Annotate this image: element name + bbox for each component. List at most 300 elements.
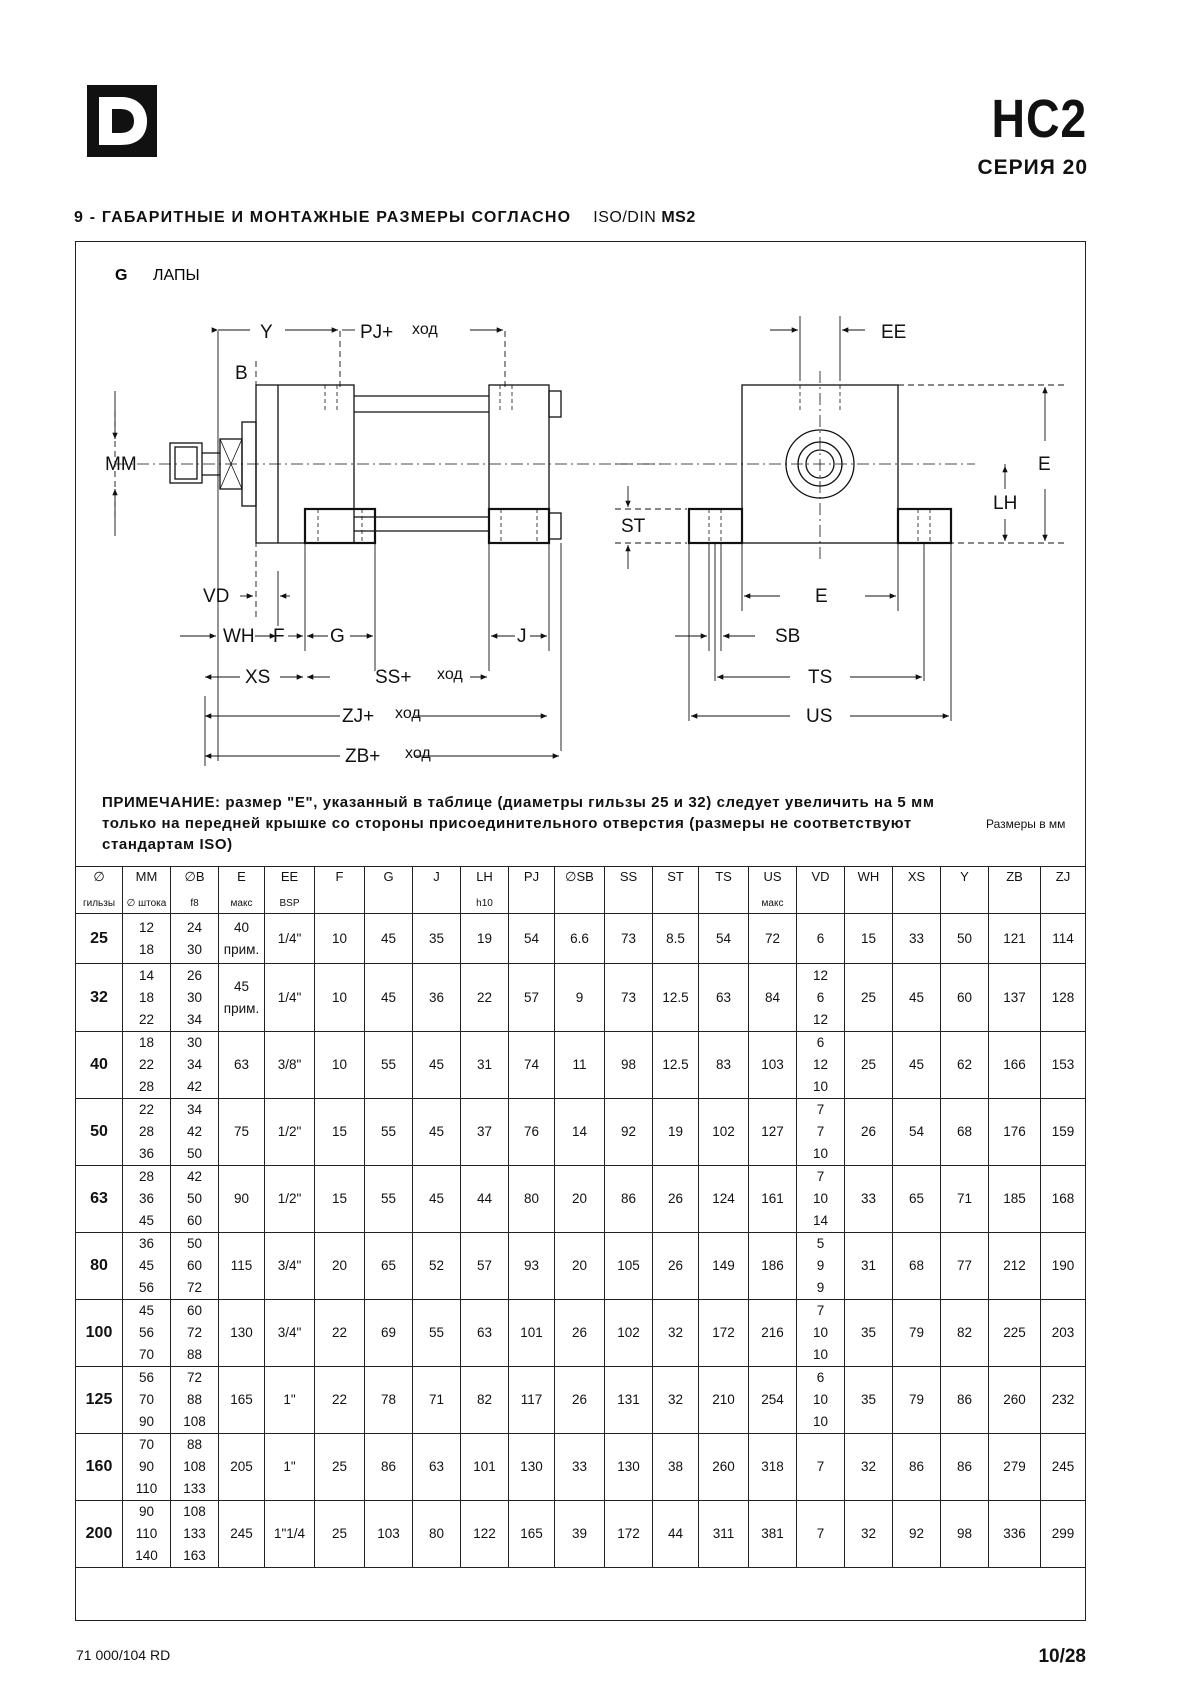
- dim-label-ss: SS+: [375, 667, 412, 688]
- table-cell: 105: [605, 1233, 653, 1300]
- table-cell: 26 30 34: [171, 964, 219, 1032]
- table-cell: 55: [365, 1166, 413, 1233]
- column-header: US: [749, 867, 797, 895]
- table-cell: 176: [989, 1099, 1041, 1166]
- column-subheader: [555, 894, 605, 914]
- table-cell: 7: [797, 1501, 845, 1568]
- table-cell: 11: [555, 1032, 605, 1099]
- company-logo: [87, 85, 157, 157]
- table-cell: 15: [315, 1099, 365, 1166]
- table-cell: 6.6: [555, 914, 605, 964]
- table-cell: 212: [989, 1233, 1041, 1300]
- column-subheader: [893, 894, 941, 914]
- table-cell: 45 прим.: [219, 964, 265, 1032]
- standard-code: MS2: [661, 209, 696, 226]
- table-cell: 103: [749, 1032, 797, 1099]
- table-cell: 90: [219, 1166, 265, 1233]
- table-cell: 7 10 14: [797, 1166, 845, 1233]
- table-cell: 14 18 22: [123, 964, 171, 1032]
- table-cell: 79: [893, 1300, 941, 1367]
- column-header: ∅: [76, 867, 123, 895]
- column-subheader: [315, 894, 365, 914]
- column-subheader: гильзы: [76, 894, 123, 914]
- table-cell: 130: [509, 1434, 555, 1501]
- table-cell: 299: [1041, 1501, 1086, 1568]
- table-cell: 102: [605, 1300, 653, 1367]
- table-cell: 75: [219, 1099, 265, 1166]
- table-cell: 279: [989, 1434, 1041, 1501]
- document-code: 71 000/104 RD: [76, 1647, 171, 1663]
- column-header: PJ: [509, 867, 555, 895]
- dim-label-e-bottom: E: [815, 586, 828, 607]
- table-cell: 117: [509, 1367, 555, 1434]
- table-cell: 190: [1041, 1233, 1086, 1300]
- dimension-drawing: [75, 241, 1086, 861]
- table-cell: 79: [893, 1367, 941, 1434]
- table-cell: 159: [1041, 1099, 1086, 1166]
- dim-label-lh: LH: [993, 493, 1018, 514]
- side-view: [115, 385, 665, 543]
- table-cell: 82: [941, 1300, 989, 1367]
- table-cell: 33: [555, 1434, 605, 1501]
- table-cell: 6 10 10: [797, 1367, 845, 1434]
- column-subheader: [365, 894, 413, 914]
- column-subheader: [989, 894, 1041, 914]
- table-cell: 103: [365, 1501, 413, 1568]
- table-cell: 32: [653, 1367, 699, 1434]
- table-cell: 86: [941, 1367, 989, 1434]
- table-cell: 12 6 12: [797, 964, 845, 1032]
- stroke-label: ход: [412, 321, 438, 338]
- table-cell: 54: [893, 1099, 941, 1166]
- table-cell: 22: [461, 964, 509, 1032]
- dim-label-sb: SB: [775, 626, 801, 647]
- table-cell: 19: [653, 1099, 699, 1166]
- column-header: EE: [265, 867, 315, 895]
- table-cell: 161: [749, 1166, 797, 1233]
- table-cell: 86: [605, 1166, 653, 1233]
- table-cell: 185: [989, 1166, 1041, 1233]
- table-cell: 172: [605, 1501, 653, 1568]
- table-cell: 36: [413, 964, 461, 1032]
- table-cell: 210: [699, 1367, 749, 1434]
- table-cell: 45: [413, 1032, 461, 1099]
- table-cell: 28 36 45: [123, 1166, 171, 1233]
- table-cell: 108 133 163: [171, 1501, 219, 1568]
- table-cell: 245: [1041, 1434, 1086, 1501]
- column-header: Y: [941, 867, 989, 895]
- dim-label-f: F: [273, 626, 285, 647]
- column-header: WH: [845, 867, 893, 895]
- stroke-label-zb: ход: [405, 745, 431, 762]
- table-cell: 22 28 36: [123, 1099, 171, 1166]
- table-cell: 69: [365, 1300, 413, 1367]
- standard-prefix: ISO/DIN: [593, 209, 657, 226]
- table-row: [76, 964, 1086, 1032]
- table-cell: 35: [845, 1367, 893, 1434]
- table-cell: 318: [749, 1434, 797, 1501]
- table-cell: 102: [699, 1099, 749, 1166]
- table-cell: 63: [699, 964, 749, 1032]
- bore-cell: 125: [76, 1367, 123, 1434]
- dim-label-st: ST: [621, 516, 646, 537]
- table-cell: 98: [941, 1501, 989, 1568]
- column-subheader: макс: [749, 894, 797, 914]
- column-header: VD: [797, 867, 845, 895]
- column-header: ∅SB: [555, 867, 605, 895]
- column-subheader: макс: [219, 894, 265, 914]
- table-cell: 63: [461, 1300, 509, 1367]
- table-cell: 86: [941, 1434, 989, 1501]
- table-cell: 55: [365, 1099, 413, 1166]
- bore-cell: 40: [76, 1032, 123, 1099]
- dim-label-ee: EE: [881, 322, 907, 343]
- table-cell: 232: [1041, 1367, 1086, 1434]
- series-label: СЕРИЯ 20: [977, 156, 1088, 179]
- mount-name: ЛАПЫ: [153, 267, 200, 284]
- table-cell: 45: [893, 1032, 941, 1099]
- table-cell: 72: [749, 914, 797, 964]
- table-cell: 127: [749, 1099, 797, 1166]
- table-cell: 33: [893, 914, 941, 964]
- table-cell: 31: [845, 1233, 893, 1300]
- table-cell: 20: [315, 1233, 365, 1300]
- table-cell: 38: [653, 1434, 699, 1501]
- mount-code: G: [115, 267, 128, 284]
- table-cell: 63: [219, 1032, 265, 1099]
- table-cell: 205: [219, 1434, 265, 1501]
- dim-label-zj: ZJ+: [342, 706, 375, 727]
- section-title-text: 9 - ГАБАРИТНЫЕ И МОНТАЖНЫЕ РАЗМЕРЫ СОГЛАСНО: [74, 209, 572, 226]
- table-cell: 9: [555, 964, 605, 1032]
- table-subheader-row: [76, 894, 1086, 914]
- table-cell: 30 34 42: [171, 1032, 219, 1099]
- dim-label-b: B: [235, 363, 248, 384]
- table-cell: 63: [413, 1434, 461, 1501]
- bore-cell: 100: [76, 1300, 123, 1367]
- table-cell: 68: [893, 1233, 941, 1300]
- table-cell: 86: [365, 1434, 413, 1501]
- table-cell: 92: [893, 1501, 941, 1568]
- column-subheader: f8: [171, 894, 219, 914]
- table-cell: 260: [699, 1434, 749, 1501]
- table-cell: 12.5: [653, 1032, 699, 1099]
- table-cell: 52: [413, 1233, 461, 1300]
- table-cell: 78: [365, 1367, 413, 1434]
- table-cell: 245: [219, 1501, 265, 1568]
- dimensions-table: [75, 866, 1086, 1568]
- bore-cell: 50: [76, 1099, 123, 1166]
- table-row: [76, 1233, 1086, 1300]
- stroke-label-zj: ход: [395, 705, 421, 722]
- table-cell: 50 60 72: [171, 1233, 219, 1300]
- table-cell: 73: [605, 964, 653, 1032]
- table-cell: 128: [1041, 964, 1086, 1032]
- dim-label-us: US: [806, 706, 833, 727]
- table-cell: 35: [845, 1300, 893, 1367]
- table-cell: 82: [461, 1367, 509, 1434]
- table-cell: 15: [845, 914, 893, 964]
- table-cell: 1/4": [265, 914, 315, 964]
- table-cell: 168: [1041, 1166, 1086, 1233]
- column-subheader: h10: [461, 894, 509, 914]
- table-cell: 12.5: [653, 964, 699, 1032]
- column-subheader: [509, 894, 555, 914]
- column-header: G: [365, 867, 413, 895]
- page-number: 10/28: [1038, 1646, 1086, 1667]
- table-cell: 45: [365, 914, 413, 964]
- table-cell: 336: [989, 1501, 1041, 1568]
- table-cell: 7 7 10: [797, 1099, 845, 1166]
- table-cell: 6 12 10: [797, 1032, 845, 1099]
- column-header: E: [219, 867, 265, 895]
- column-subheader: [605, 894, 653, 914]
- table-row: [76, 1099, 1086, 1166]
- column-header: ZJ: [1041, 867, 1086, 895]
- table-cell: 42 50 60: [171, 1166, 219, 1233]
- table-cell: 1/2": [265, 1166, 315, 1233]
- table-cell: 37: [461, 1099, 509, 1166]
- bore-cell: 160: [76, 1434, 123, 1501]
- column-subheader: [699, 894, 749, 914]
- table-cell: 45: [413, 1099, 461, 1166]
- table-cell: 7: [797, 1434, 845, 1501]
- table-cell: 60 72 88: [171, 1300, 219, 1367]
- column-subheader: [413, 894, 461, 914]
- table-cell: 26: [555, 1300, 605, 1367]
- table-cell: 34 42 50: [171, 1099, 219, 1166]
- table-cell: 153: [1041, 1032, 1086, 1099]
- table-cell: 137: [989, 964, 1041, 1032]
- table-cell: 39: [555, 1501, 605, 1568]
- table-cell: 3/8": [265, 1032, 315, 1099]
- column-header: F: [315, 867, 365, 895]
- table-cell: 80: [509, 1166, 555, 1233]
- table-row: [76, 1300, 1086, 1367]
- column-subheader: [797, 894, 845, 914]
- column-header: MM: [123, 867, 171, 895]
- table-cell: 124: [699, 1166, 749, 1233]
- table-cell: 70 90 110: [123, 1434, 171, 1501]
- table-cell: 71: [413, 1367, 461, 1434]
- dim-label-xs: XS: [245, 667, 271, 688]
- table-cell: 93: [509, 1233, 555, 1300]
- table-cell: 10: [315, 1032, 365, 1099]
- table-cell: 26: [845, 1099, 893, 1166]
- dim-label-wh: WH: [223, 626, 255, 647]
- column-subheader: [1041, 894, 1086, 914]
- dimension-lines: [115, 316, 1065, 766]
- table-cell: 7 10 10: [797, 1300, 845, 1367]
- column-header: XS: [893, 867, 941, 895]
- bore-cell: 80: [76, 1233, 123, 1300]
- table-cell: 74: [509, 1032, 555, 1099]
- table-cell: 260: [989, 1367, 1041, 1434]
- table-cell: 77: [941, 1233, 989, 1300]
- section-title: [74, 209, 696, 227]
- table-cell: 40 прим.: [219, 914, 265, 964]
- table-cell: 203: [1041, 1300, 1086, 1367]
- dim-label-zb: ZB+: [345, 746, 381, 767]
- table-cell: 5 9 9: [797, 1233, 845, 1300]
- dim-label-j: J: [517, 626, 527, 647]
- table-cell: 172: [699, 1300, 749, 1367]
- table-cell: 12 18: [123, 914, 171, 964]
- table-cell: 98: [605, 1032, 653, 1099]
- table-header-row: [76, 867, 1086, 895]
- table-cell: 130: [219, 1300, 265, 1367]
- table-cell: 10: [315, 964, 365, 1032]
- table-cell: 65: [365, 1233, 413, 1300]
- table-cell: 1/2": [265, 1099, 315, 1166]
- table-cell: 25: [315, 1501, 365, 1568]
- table-cell: 72 88 108: [171, 1367, 219, 1434]
- column-header: SS: [605, 867, 653, 895]
- table-cell: 32: [845, 1434, 893, 1501]
- bore-cell: 25: [76, 914, 123, 964]
- table-cell: 22: [315, 1300, 365, 1367]
- table-cell: 225: [989, 1300, 1041, 1367]
- table-cell: 1"1/4: [265, 1501, 315, 1568]
- column-header: ZB: [989, 867, 1041, 895]
- table-cell: 24 30: [171, 914, 219, 964]
- column-header: TS: [699, 867, 749, 895]
- table-cell: 20: [555, 1233, 605, 1300]
- column-subheader: BSP: [265, 894, 315, 914]
- table-cell: 45: [413, 1166, 461, 1233]
- table-cell: 31: [461, 1032, 509, 1099]
- table-cell: 44: [461, 1166, 509, 1233]
- table-cell: 32: [653, 1300, 699, 1367]
- dim-label-y: Y: [260, 322, 273, 343]
- column-header: ST: [653, 867, 699, 895]
- table-cell: 86: [893, 1434, 941, 1501]
- dim-label-vd: VD: [203, 586, 230, 607]
- table-cell: 57: [461, 1233, 509, 1300]
- table-cell: 8.5: [653, 914, 699, 964]
- table-cell: 65: [893, 1166, 941, 1233]
- table-cell: 3/4": [265, 1233, 315, 1300]
- table-cell: 55: [413, 1300, 461, 1367]
- table-cell: 44: [653, 1501, 699, 1568]
- table-cell: 90 110 140: [123, 1501, 171, 1568]
- column-subheader: [845, 894, 893, 914]
- table-cell: 26: [653, 1166, 699, 1233]
- table-cell: 254: [749, 1367, 797, 1434]
- dim-label-pj: PJ+: [360, 322, 394, 343]
- table-cell: 26: [653, 1233, 699, 1300]
- table-cell: 22: [315, 1367, 365, 1434]
- table-row: [76, 1166, 1086, 1233]
- units-note: Размеры в мм: [986, 817, 1066, 831]
- table-cell: 36 45 56: [123, 1233, 171, 1300]
- table-row: [76, 1434, 1086, 1501]
- table-cell: 165: [219, 1367, 265, 1434]
- table-cell: 35: [413, 914, 461, 964]
- table-cell: 68: [941, 1099, 989, 1166]
- column-subheader: ∅ штока: [123, 894, 171, 914]
- table-row: [76, 1367, 1086, 1434]
- table-cell: 84: [749, 964, 797, 1032]
- model-title: HC2: [991, 89, 1087, 149]
- table-row: [76, 1501, 1086, 1568]
- table-cell: 45: [893, 964, 941, 1032]
- table-cell: 76: [509, 1099, 555, 1166]
- table-cell: 18 22 28: [123, 1032, 171, 1099]
- table-cell: 14: [555, 1099, 605, 1166]
- table-cell: 25: [315, 1434, 365, 1501]
- end-view: [615, 371, 975, 561]
- column-header: LH: [461, 867, 509, 895]
- table-cell: 1": [265, 1367, 315, 1434]
- table-row: [76, 1032, 1086, 1099]
- table-cell: 71: [941, 1166, 989, 1233]
- column-header: J: [413, 867, 461, 895]
- dim-label-ts: TS: [808, 667, 833, 688]
- table-cell: 311: [699, 1501, 749, 1568]
- bore-cell: 200: [76, 1501, 123, 1568]
- table-cell: 60: [941, 964, 989, 1032]
- table-cell: 50: [941, 914, 989, 964]
- table-cell: 165: [509, 1501, 555, 1568]
- table-cell: 54: [509, 914, 555, 964]
- table-cell: 88 108 133: [171, 1434, 219, 1501]
- table-cell: 45: [365, 964, 413, 1032]
- table-cell: 1/4": [265, 964, 315, 1032]
- table-cell: 56 70 90: [123, 1367, 171, 1434]
- table-cell: 62: [941, 1032, 989, 1099]
- table-cell: 73: [605, 914, 653, 964]
- table-row: [76, 914, 1086, 964]
- dim-label-g: G: [330, 626, 345, 647]
- table-cell: 15: [315, 1166, 365, 1233]
- table-cell: 80: [413, 1501, 461, 1568]
- table-cell: 6: [797, 914, 845, 964]
- table-cell: 186: [749, 1233, 797, 1300]
- table-cell: 1": [265, 1434, 315, 1501]
- table-cell: 26: [555, 1367, 605, 1434]
- table-cell: 115: [219, 1233, 265, 1300]
- table-cell: 114: [1041, 914, 1086, 964]
- table-cell: 55: [365, 1032, 413, 1099]
- table-cell: 101: [509, 1300, 555, 1367]
- column-header: ∅B: [171, 867, 219, 895]
- table-cell: 149: [699, 1233, 749, 1300]
- table-cell: 381: [749, 1501, 797, 1568]
- table-cell: 216: [749, 1300, 797, 1367]
- table-cell: 20: [555, 1166, 605, 1233]
- standard-label: [593, 209, 695, 226]
- table-cell: 130: [605, 1434, 653, 1501]
- table-cell: 57: [509, 964, 555, 1032]
- table-cell: 10: [315, 914, 365, 964]
- table-cell: 32: [845, 1501, 893, 1568]
- table-cell: 121: [989, 914, 1041, 964]
- table-cell: 131: [605, 1367, 653, 1434]
- dim-label-mm: MM: [105, 454, 137, 475]
- bore-cell: 63: [76, 1166, 123, 1233]
- table-cell: 3/4": [265, 1300, 315, 1367]
- table-cell: 92: [605, 1099, 653, 1166]
- column-subheader: [941, 894, 989, 914]
- stroke-label-ss: ход: [437, 666, 463, 683]
- table-cell: 83: [699, 1032, 749, 1099]
- bore-cell: 32: [76, 964, 123, 1032]
- table-cell: 122: [461, 1501, 509, 1568]
- table-cell: 25: [845, 964, 893, 1032]
- column-subheader: [653, 894, 699, 914]
- dim-label-e-right: E: [1038, 454, 1051, 475]
